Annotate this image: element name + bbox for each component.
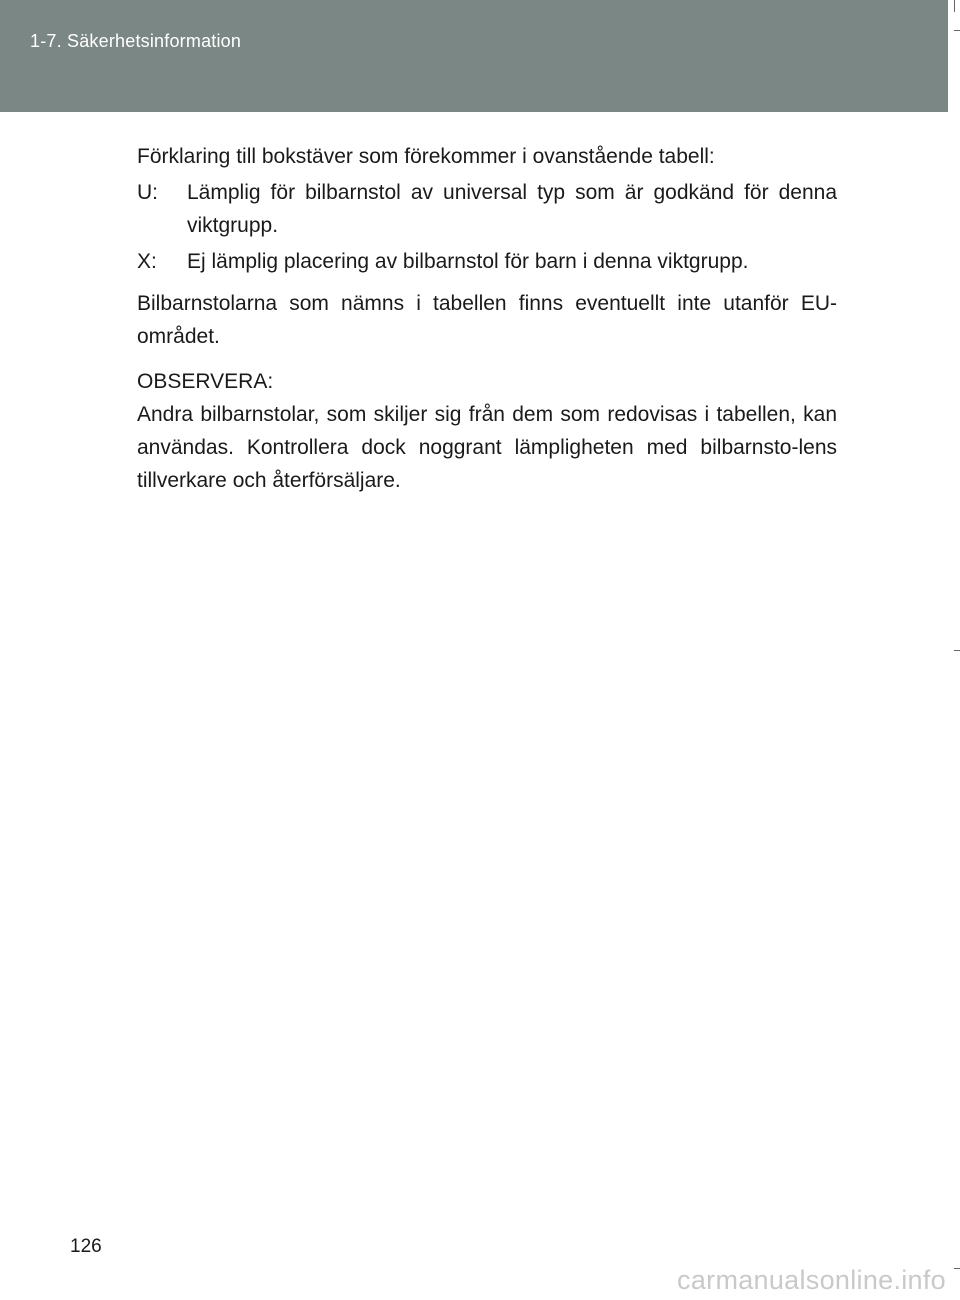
- legend-text: Ej lämplig placering av bilbarnstol för barn i denna viktgrupp.: [187, 250, 749, 273]
- legend-item-x: [137, 245, 837, 278]
- section-title: 1-7. Säkerhetsinformation: [30, 31, 242, 51]
- legend-text: Lämplig för bilbarnstol av universal typ som är godkänd för denna viktgrupp.: [187, 181, 837, 237]
- page-content: [137, 140, 837, 497]
- legend-key: U:: [137, 181, 158, 204]
- crop-mark-middle: [954, 650, 960, 651]
- legend-item-u: [137, 176, 837, 242]
- crop-mark-top-tick: [954, 30, 960, 31]
- watermark: carmanualsonline.info: [677, 1265, 946, 1295]
- observe-body: Andra bilbarnstolar, som skiljer sig från dem som redovisas i tabellen, kan användas. Kontrollera dock noggrant lämpligheten med bilbarnsto-lens tillverkare och återförsäljare.: [137, 403, 837, 492]
- eu-availability-paragraph: Bilbarnstolarna som nämns i tabellen finns eventuellt inte utanför EU-området.: [137, 292, 837, 348]
- legend-intro: Förklaring till bokstäver som förekommer i ovanstående tabell:: [137, 145, 715, 168]
- observe-note: [137, 365, 837, 497]
- observe-heading: OBSERVERA:: [137, 370, 274, 393]
- page-number: 126: [70, 1236, 102, 1257]
- crop-mark-top: [954, 0, 955, 12]
- header-band: [0, 0, 948, 112]
- crop-mark-bottom: [954, 1268, 960, 1269]
- legend-key: X:: [137, 250, 157, 273]
